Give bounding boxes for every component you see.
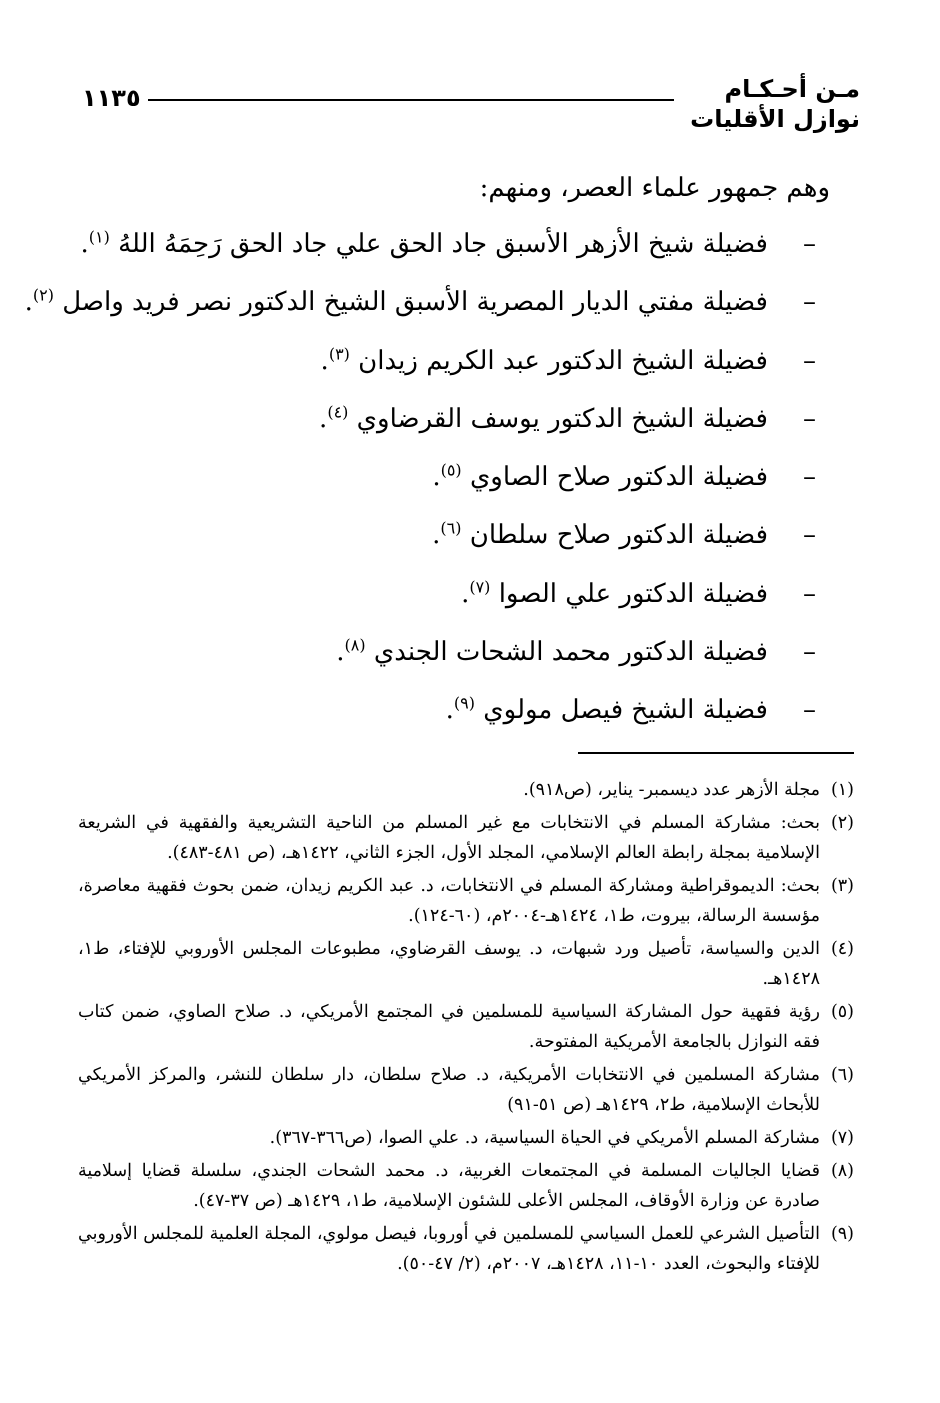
- scholar-item: [96, 630, 816, 688]
- sentence-end: .: [24, 287, 33, 318]
- scholar-item: [80, 222, 816, 280]
- bullet-dash: –: [803, 345, 816, 376]
- footnote-text: مجلة الأزهر عدد ديسمبر- يناير، (ص٩١٨).: [523, 780, 820, 800]
- scholar-item: [96, 339, 816, 397]
- page-number: ١١٣٥: [82, 84, 141, 112]
- bullet-dash: –: [803, 462, 816, 493]
- sentence-end: .: [461, 578, 470, 609]
- footnote-number: (٩): [830, 1224, 854, 1244]
- bullet-dash: –: [803, 229, 816, 259]
- scholar-item: [96, 455, 816, 513]
- bullet-dash: –: [803, 578, 816, 609]
- footnote-text: رؤية فقهية حول المشاركة السياسية للمسلمين في المجتمع الأمريكي، د. صلاح الصاوي، ضمن كتاب فقه النوازل بالجامعة الأمريكية المفتوحة.: [78, 1002, 820, 1052]
- scholar-name: فضيلة الدكتور صلاح سلطان: [469, 520, 768, 551]
- scholar-name: فضيلة الدكتور محمد الشحات الجندي: [373, 637, 768, 668]
- footnote-number: (١): [830, 780, 854, 800]
- footnote-text: التأصيل الشرعي للعمل السياسي للمسلمين في أوروبا، فيصل مولوي، المجلة العلمية للمجلس الأوروبي للإفتاء والبحوث، العدد ١٠-١١، ١٤٢٨هـ، ٢٠٠٧م، (٢/ ٤٧-٥٠).: [78, 1224, 820, 1274]
- bullet-dash: –: [803, 637, 816, 668]
- footnote-ref: (٩): [453, 693, 476, 713]
- scholar-item: [96, 572, 816, 630]
- scholar-name: فضيلة الدكتور صلاح الصاوي: [469, 462, 768, 493]
- running-header-title: [640, 74, 860, 134]
- sentence-end: .: [320, 345, 329, 376]
- footnote: [78, 997, 854, 1057]
- scholar-name: فضيلة مفتي الديار المصرية الأسبق الشيخ الدكتور نصر فريد واصل: [62, 287, 768, 318]
- footnote-number: (٤): [830, 939, 854, 959]
- footnote-number: (٨): [830, 1161, 854, 1181]
- footnote-ref: (٢): [32, 285, 54, 305]
- footnote-text: مشاركة المسلمين في الانتخابات الأمريكية، د. صلاح سلطان، دار سلطان للنشر، والمركز الأمريكي للأبحاث الإسلامية، ط٢، ١٤٢٩هـ (ص ٥١-٩١): [78, 1065, 820, 1115]
- scholar-name: فضيلة شيخ الأزهر الأسبق جاد الحق علي جاد الحق رَحِمَهُ اللهُ: [118, 229, 768, 259]
- footnote-number: (٢): [830, 813, 854, 833]
- footnote: [78, 934, 854, 994]
- footnote-separator: [578, 752, 854, 754]
- header-title-line1: مـن أحـكـام: [724, 75, 860, 103]
- header-title-line2: نوازل الأقليات: [690, 105, 860, 133]
- scholar-item: [24, 280, 816, 338]
- sentence-end: .: [80, 229, 89, 259]
- scholar-name: فضيلة الشيخ فيصل مولوي: [483, 695, 768, 726]
- scholar-item: [96, 513, 816, 571]
- footnote-ref: (٣): [328, 343, 350, 363]
- scholar-item: [96, 688, 816, 746]
- footnote-ref: (٤): [327, 402, 349, 422]
- footnote-ref: (٥): [440, 460, 462, 480]
- footnote-ref: (٦): [440, 518, 462, 538]
- footnote: [78, 808, 854, 868]
- scholar-name: فضيلة الشيخ الدكتور يوسف القرضاوي: [356, 403, 768, 434]
- sentence-end: .: [445, 695, 454, 726]
- scholar-name: فضيلة الدكتور علي الصوا: [498, 578, 768, 609]
- bullet-dash: –: [803, 695, 816, 726]
- footnote-text: الدين والسياسة، تأصيل ورد شبهات، د. يوسف القرضاوي، مطبوعات المجلس الأوروبي للإفتاء، ط١، ١٤٢٨هـ.: [78, 939, 820, 989]
- footnote: [78, 1219, 854, 1279]
- footnote-text: بحث: مشاركة المسلم في الانتخابات مع غير المسلم من الناحية التشريعية والفقهية في الشريعة الإسلامية بمجلة رابطة العالم الإسلامي، المجلد الأول، الجزء الثاني، ١٤٢٢هـ، (ص ٤٨١-٤٨٣).: [78, 813, 820, 863]
- bullet-dash: –: [803, 403, 816, 434]
- footnote-number: (٧): [830, 1128, 854, 1148]
- footnote: [78, 1060, 854, 1120]
- scholar-item: [96, 397, 816, 455]
- intro-sentence: وهم جمهور علماء العصر، ومنهم:: [479, 173, 830, 203]
- footnote-text: مشاركة المسلم الأمريكي في الحياة السياسية، د. علي الصوا، (ص٣٦٦-٣٦٧).: [269, 1128, 820, 1148]
- footnote-text: قضايا الجاليات المسلمة في المجتمعات الغربية، د. محمد الشحات الجندي، سلسلة قضايا إسلامية صادرة عن وزارة الأوقاف، المجلس الأعلى للشئون الإسلامية، ط١، ١٤٢٩هـ (ص ٣٧-٤٧).: [78, 1161, 820, 1211]
- bullet-dash: –: [803, 520, 816, 551]
- sentence-end: .: [319, 403, 328, 434]
- footnote: [78, 871, 854, 931]
- sentence-end: .: [432, 520, 441, 551]
- footnote-ref: (٨): [344, 635, 366, 655]
- scholars-list: [24, 222, 816, 747]
- scholar-name: فضيلة الشيخ الدكتور عبد الكريم زيدان: [358, 345, 768, 376]
- bullet-dash: –: [803, 287, 816, 318]
- sentence-end: .: [336, 637, 345, 668]
- footnote: [78, 1156, 854, 1216]
- header-rule: [148, 99, 674, 101]
- footnote-ref: (٧): [469, 577, 491, 597]
- footnote: [78, 1123, 854, 1153]
- footnote-text: بحث: الديموقراطية ومشاركة المسلم في الانتخابات، د. عبد الكريم زيدان، ضمن بحوث فقهية معاصرة، مؤسسة الرسالة، بيروت، ط١، ١٤٢٤هـ-٢٠٠٤م، (٦٠-١٢٤).: [78, 876, 820, 926]
- footnotes-list: [78, 775, 854, 1282]
- footnote-number: (٣): [830, 876, 854, 896]
- footnote: [78, 775, 854, 805]
- footnote-ref: (١): [88, 227, 110, 247]
- footnote-number: (٥): [830, 1002, 854, 1022]
- footnote-number: (٦): [830, 1065, 854, 1085]
- sentence-end: .: [432, 462, 441, 493]
